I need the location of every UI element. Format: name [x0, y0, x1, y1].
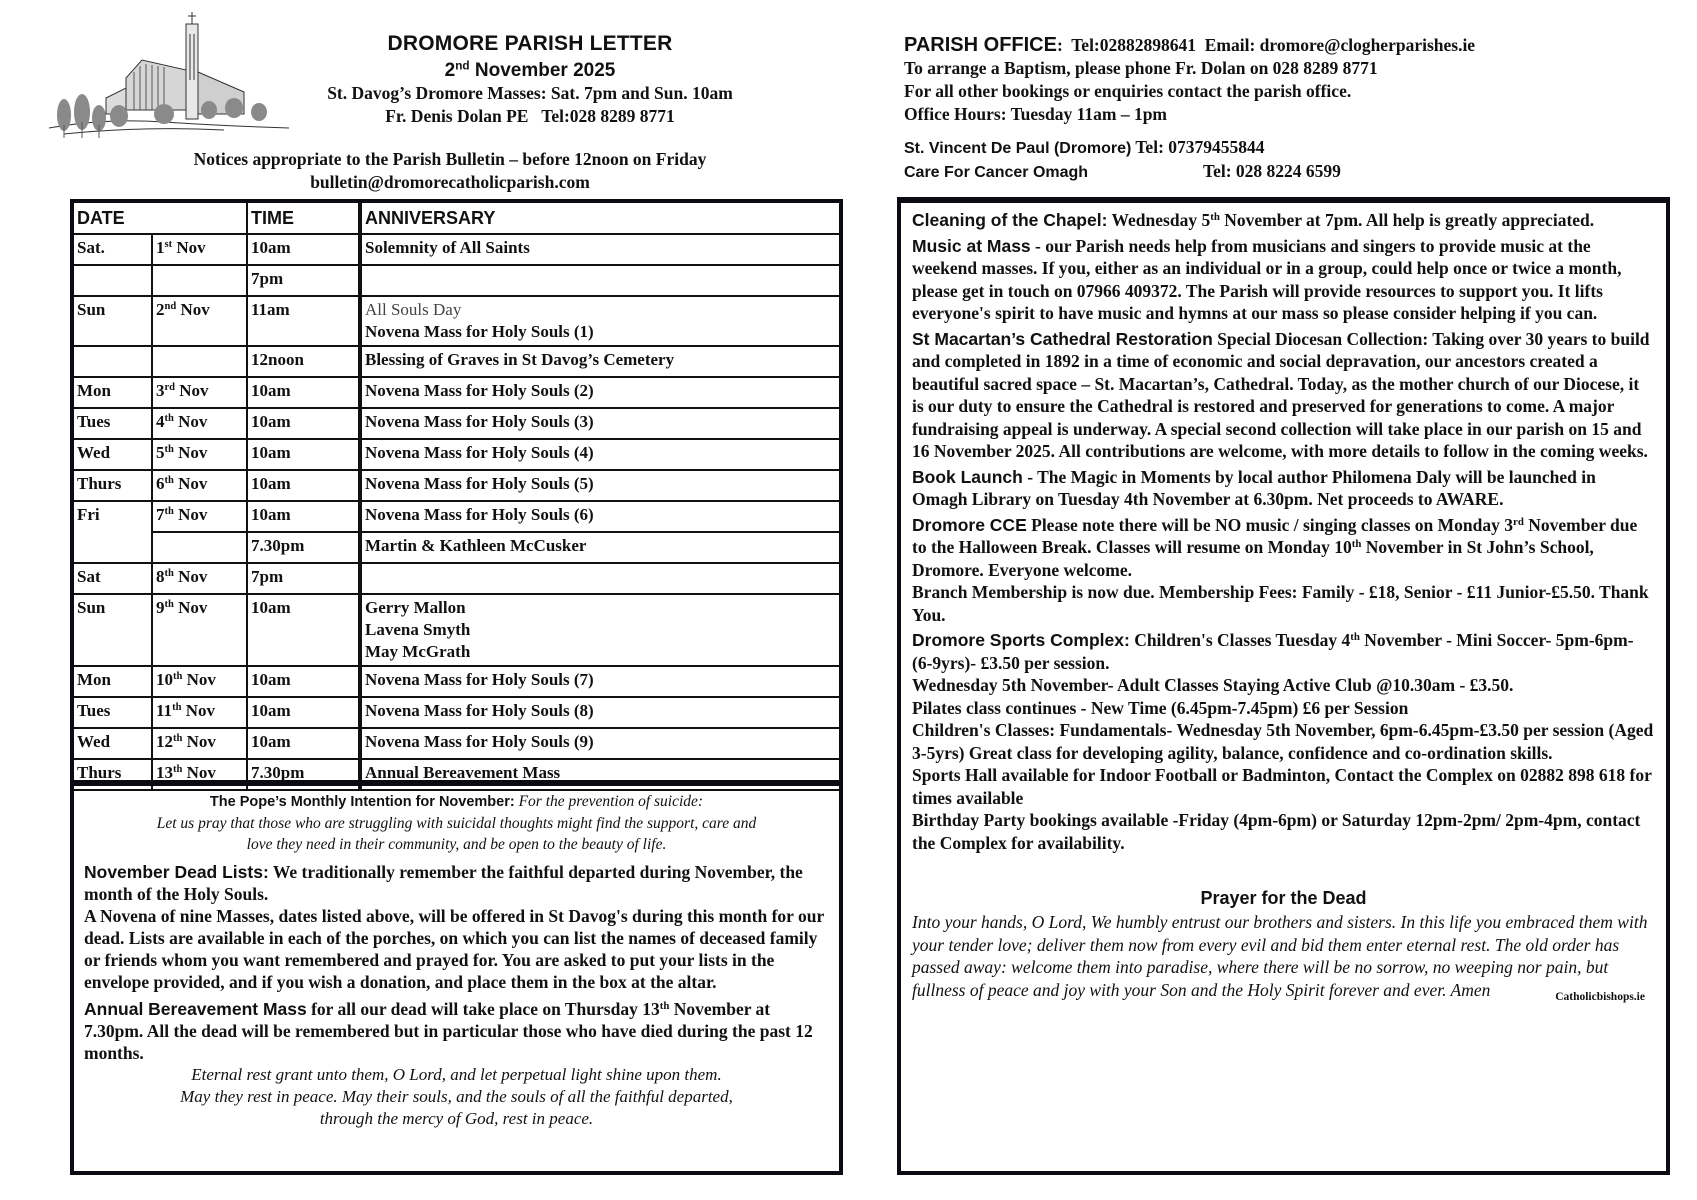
- date-number: 10: [156, 670, 173, 689]
- table-header-row: [74, 203, 839, 234]
- schedule-day: [74, 265, 152, 296]
- anniversary-line: Gerry Mallon: [365, 598, 466, 617]
- date-suffix: th: [164, 475, 174, 487]
- schedule-day: Sun: [74, 594, 152, 666]
- date-month: Nov: [173, 598, 208, 617]
- anniversary-line: Novena Mass for Holy Souls (6): [365, 505, 594, 524]
- anniversary-line: May McGrath: [365, 642, 471, 661]
- schedule-date: [152, 470, 247, 501]
- office-hours: Office Hours: Tuesday 11am – 1pm: [904, 104, 1168, 124]
- pope-prayer-line: Let us pray that those who are struggling with suicidal thoughts might find the support, care and: [156, 815, 757, 832]
- date-rest: November 2025: [469, 60, 616, 81]
- notices-deadline: [120, 148, 780, 194]
- pope-prayer-line: love they need in their community, and be open to the beauty of life.: [246, 836, 667, 853]
- schedule-date: [152, 501, 247, 532]
- date-suffix: th: [173, 764, 183, 776]
- date-month: Nov: [173, 567, 208, 586]
- schedule-anniversary: [360, 439, 839, 470]
- parish-office-info: [904, 34, 1684, 184]
- sports-line: Wednesday 5th November- Adult Classes Staying Active Club @10.30am - £3.50.: [912, 675, 1514, 695]
- schedule-anniversary: [360, 470, 839, 501]
- anniversary-line: Novena Mass for Holy Souls (3): [365, 412, 594, 431]
- date-suffix: nd: [164, 301, 177, 313]
- cce-sup: th: [1351, 538, 1362, 551]
- anniversary-line: Novena Mass for Holy Souls (9): [365, 732, 594, 751]
- sports-line: Sports Hall available for Indoor Football or Badminton, Contact the Complex on 02882 898 618 for times available: [912, 765, 1652, 808]
- date-number: 3: [156, 381, 165, 400]
- schedule-date: [152, 666, 247, 697]
- schedule-time: 10am: [247, 470, 360, 501]
- schedule-date: [152, 346, 247, 377]
- schedule-time: 12noon: [247, 346, 360, 377]
- dead-lists-text: We traditionally remember the faithful departed during November, the month of the Holy Souls.: [84, 862, 803, 904]
- date-month: Nov: [172, 238, 206, 257]
- mass-times: St. Davog’s Dromore Masses: Sat. 7pm and Sun. 10am: [327, 83, 733, 103]
- schedule-day: Mon: [74, 377, 152, 408]
- date-number: 1: [156, 238, 165, 257]
- date-number: 13: [156, 763, 173, 782]
- date-suffix: nd: [455, 59, 470, 73]
- schedule-anniversary: [360, 594, 839, 666]
- sports-text: Children's Classes Tuesday 4: [1129, 630, 1351, 650]
- schedule-date: [152, 408, 247, 439]
- notices-deadline-text: Notices appropriate to the Parish Bulletin – before 12noon on Friday: [193, 149, 707, 169]
- bereavement-text: November at 7.30pm. All the dead will be remembered but in particular those who have died during the past 12 months.: [84, 999, 813, 1063]
- cathedral-notice: [912, 328, 1655, 463]
- anniversary-line: Martin & Kathleen McCusker: [365, 536, 587, 555]
- schedule-date: [152, 234, 247, 265]
- schedule-time: 10am: [247, 439, 360, 470]
- bulletin-title: DROMORE PARISH LETTER: [387, 32, 673, 55]
- prayer-heading: Prayer for the Dead: [1200, 888, 1367, 908]
- sports-line: Pilates class continues - New Time (6.45pm-7.45pm) £6 per Session: [912, 697, 1409, 718]
- contact-name: Care For Cancer Omagh: [904, 164, 1089, 181]
- bulletin-email-link[interactable]: bulletin@dromorecatholicparish.com: [310, 172, 590, 192]
- cleaning-text: November at 7pm. All help is greatly appreciated.: [1219, 210, 1595, 230]
- date-month: Nov: [176, 300, 210, 319]
- schedule-row: [74, 666, 839, 697]
- date-number: 7: [156, 505, 165, 524]
- date-month: Nov: [182, 763, 216, 782]
- cce-notice: [912, 514, 1655, 582]
- schedule-date: [152, 728, 247, 759]
- anniversary-line: Novena Mass for Holy Souls (5): [365, 474, 594, 493]
- cleaning-text: Wednesday 5: [1107, 210, 1211, 230]
- schedule-row: [74, 408, 839, 439]
- schedule-date: [152, 377, 247, 408]
- schedule-row: [74, 470, 839, 501]
- date-number: 5: [156, 443, 165, 462]
- bereavement-text: for all our dead will take place on Thursday 13: [306, 999, 660, 1019]
- baptism-info: To arrange a Baptism, please phone Fr. Dolan on 028 8289 8771: [904, 58, 1378, 78]
- schedule-anniversary: [360, 377, 839, 408]
- music-heading: Music at Mass: [912, 235, 1031, 256]
- church-drawing-image: [44, 10, 294, 145]
- sports-heading: Dromore Sports Complex:: [912, 630, 1130, 650]
- date-month: Nov: [182, 732, 216, 751]
- date-day: 2: [444, 60, 456, 81]
- col-header-date: DATE: [74, 203, 247, 234]
- schedule-row: [74, 265, 839, 296]
- schedule-day: Tues: [74, 408, 152, 439]
- schedule-anniversary: [360, 296, 839, 346]
- anniversary-line: Novena Mass for Holy Souls (8): [365, 701, 594, 720]
- right-notices-box: [897, 197, 1670, 1175]
- pope-intention-heading: The Pope’s Monthly Intention for November:: [209, 794, 515, 810]
- cce-membership: Branch Membership is now due. Membership Fees: Family - £18, Senior - £11 Junior-£5.50. Thank You.: [912, 582, 1649, 625]
- schedule-anniversary: [360, 234, 839, 265]
- cce-text: Please note there will be NO music / singing classes on Monday 3: [1026, 514, 1514, 535]
- date-number: 8: [156, 567, 165, 586]
- schedule-day: Thurs: [74, 759, 152, 790]
- cleaning-notice: [912, 209, 1655, 232]
- date-month: Nov: [173, 505, 208, 524]
- schedule-row: [74, 594, 839, 666]
- schedule-anniversary: [360, 697, 839, 728]
- anniversary-line: Annual Bereavement Mass: [365, 763, 561, 782]
- date-number: 11: [156, 701, 173, 720]
- bereavement-sup: th: [659, 1000, 670, 1013]
- contact-svp: [904, 136, 1684, 160]
- schedule-time: 10am: [247, 501, 360, 532]
- date-number: 12: [156, 732, 173, 751]
- schedule-row: [74, 346, 839, 377]
- schedule-date: [152, 265, 247, 296]
- cce-text: November in St John’s School, Dromore. Everyone welcome.: [912, 537, 1594, 580]
- schedule-day: Sun: [74, 296, 152, 346]
- date-suffix: th: [173, 671, 183, 683]
- schedule-time: 10am: [247, 728, 360, 759]
- cce-text: November due to the Halloween Break. Classes will resume on Monday 10: [912, 514, 1638, 557]
- schedule-day: Sat: [74, 563, 152, 594]
- schedule-time: 7pm: [247, 265, 360, 296]
- prayer-credit: Catholicbishops.ie: [1555, 990, 1645, 1003]
- schedule-day: Tues: [74, 697, 152, 728]
- contact-care-for-cancer: [904, 160, 1684, 184]
- contact-name: St. Vincent De Paul (Dromore): [904, 140, 1132, 157]
- date-suffix: th: [164, 444, 174, 456]
- parish-office-heading: PARISH OFFICE: [904, 34, 1057, 56]
- schedule-date: [152, 563, 247, 594]
- schedule-day: Mon: [74, 666, 152, 697]
- bulletin-header: [270, 32, 790, 128]
- schedule-row: [74, 439, 839, 470]
- anniversary-line: Novena Mass for Holy Souls (1): [365, 322, 594, 341]
- date-month: Nov: [173, 443, 208, 462]
- anniversary-line: Novena Mass for Holy Souls (4): [365, 443, 594, 462]
- right-page: [848, 0, 1697, 1200]
- schedule-time: 10am: [247, 697, 360, 728]
- schedule-time: 10am: [247, 594, 360, 666]
- date-suffix: th: [164, 568, 174, 580]
- schedule-row: [74, 697, 839, 728]
- schedule-day: Wed: [74, 728, 152, 759]
- schedule-row: [74, 501, 839, 532]
- cce-sup: rd: [1513, 515, 1524, 528]
- contact-tel: Tel: 028 8224 6599: [1203, 161, 1341, 181]
- priest-contact: Fr. Denis Dolan PE Tel:028 8289 8771: [385, 106, 675, 126]
- schedule-row: [74, 728, 839, 759]
- schedule-time: 11am: [247, 296, 360, 346]
- schedule-date: [152, 439, 247, 470]
- date-number: 2: [156, 300, 165, 319]
- sports-text: November - Mini Soccer- 5pm-6pm- (6-9yrs)- £3.50 per session.: [912, 630, 1634, 673]
- schedule-date: [152, 532, 247, 563]
- date-month: Nov: [175, 381, 209, 400]
- schedule-date: [152, 296, 247, 346]
- col-header-anniversary: ANNIVERSARY: [360, 203, 839, 234]
- schedule-day: Wed: [74, 439, 152, 470]
- sports-line: Children's Classes: Fundamentals- Wednesday 5th November, 6pm-6.45pm-£3.50 per session (Aged 3-5yrs) Great class for developing agility, balance, confidence and co-ordination skills.: [912, 720, 1654, 763]
- schedule-date: [152, 594, 247, 666]
- date-month: Nov: [173, 474, 208, 493]
- dead-lists-notice: [84, 861, 829, 905]
- prayer-for-the-dead: [912, 911, 1655, 1001]
- date-month: Nov: [181, 701, 215, 720]
- date-suffix: th: [173, 733, 183, 745]
- date-number: 9: [156, 598, 165, 617]
- date-suffix: st: [164, 239, 173, 251]
- left-page: [0, 0, 848, 1200]
- cleaning-sup: th: [1210, 211, 1220, 224]
- eternal-rest-line: through the mercy of God, rest in peace.: [319, 1109, 594, 1128]
- schedule-anniversary: [360, 408, 839, 439]
- date-month: Nov: [182, 670, 216, 689]
- sports-sup: th: [1350, 631, 1360, 644]
- schedule-date: [152, 697, 247, 728]
- schedule-day: Thurs: [74, 470, 152, 501]
- anniversary-line: Novena Mass for Holy Souls (2): [365, 381, 594, 400]
- novena-text: A Novena of nine Masses, dates listed above, will be offered in St Davog's during this month for our dead. Lists are available in each of the porches, on which you can list the names of deceased family or friends whom you want remembered and prayed for. You are asked to put your lists in the envelope provided, and if you wish a donation, and place them in the box at the altar.: [84, 906, 824, 992]
- col-header-time: TIME: [247, 203, 360, 234]
- bereavement-notice: [84, 998, 829, 1064]
- pope-intention: [84, 791, 829, 855]
- book-launch-notice: [912, 466, 1655, 511]
- schedule-row: [74, 296, 839, 346]
- anniversary-line: All Souls Day: [365, 300, 462, 319]
- schedule-day: Sat.: [74, 234, 152, 265]
- cathedral-heading: St Macartan’s Cathedral Restoration: [912, 328, 1213, 349]
- date-month: Nov: [173, 412, 208, 431]
- contact-tel: Tel: 07379455844: [1131, 137, 1265, 157]
- prayer-text: Into your hands, O Lord, We humbly entrust our brothers and sisters. In this life you embraced them with your tender love; deliver them now from every evil and bid them enter eternal rest. The old order has passed away: welcome them into paradise, where there will be no sorrow, no weeping nor pain, but fullness of peace and joy with your Son and the Holy Spirit forever and ever. Amen: [912, 912, 1648, 1000]
- sports-notice: [912, 629, 1655, 674]
- dead-lists-heading: November Dead Lists:: [84, 862, 269, 882]
- schedule-time: 10am: [247, 666, 360, 697]
- music-notice: [912, 235, 1655, 325]
- anniversary-line: Solemnity of All Saints: [365, 238, 530, 257]
- date-number: 6: [156, 474, 165, 493]
- music-text: - our Parish needs help from musicians and singers to provide music at the weekend masses. If you, either as an individual or in a group, could help once or twice a month, please get in touch on 07966 409372. The Parish will provide resources to support you. It lifts everyone's spirit to have music and hymns at our mass so please consider helping if you can.: [912, 235, 1622, 323]
- cleaning-heading: Cleaning of the Chapel:: [912, 210, 1108, 230]
- schedule-row: [74, 377, 839, 408]
- bulletin-date: [270, 60, 790, 82]
- mass-schedule-table: [70, 199, 843, 791]
- schedule-time: 7pm: [247, 563, 360, 594]
- schedule-time: 10am: [247, 377, 360, 408]
- schedule-anniversary: [360, 666, 839, 697]
- schedule-anniversary: [360, 346, 839, 377]
- date-suffix: th: [164, 599, 174, 611]
- schedule-anniversary: [360, 265, 839, 296]
- schedule-time: 10am: [247, 408, 360, 439]
- date-number: 4: [156, 412, 165, 431]
- schedule-time: 10am: [247, 234, 360, 265]
- bereavement-heading: Annual Bereavement Mass: [84, 999, 307, 1019]
- eternal-rest-line: May they rest in peace. May their souls, and the souls of all the faithful departed,: [180, 1087, 733, 1106]
- cathedral-text: Special Diocesan Collection: Taking over 30 years to build and completed in 1892 in a time of economic and social depravation, our ancestors created a beautiful sacred space – St. Macartan’s, Cathedral. Today, as the mother church of our Diocese, it is our duty to ensure the Cathedral is restored and preserved for generations to come. A major fundraising appeal is underway. A special second collection will take place in our parish on 15 and 16 November 2025. All contributions are welcome, with more details to follow in the coming weeks.: [912, 328, 1650, 461]
- schedule-time: 7.30pm: [247, 532, 360, 563]
- anniversary-line: Blessing of Graves in St Davog’s Cemetery: [365, 350, 675, 369]
- schedule-row: [74, 234, 839, 265]
- eternal-rest-prayer: [84, 1064, 829, 1130]
- book-launch-text: - The Magic in Moments by local author Philomena Daly will be launched in Omagh Library on Tuesday 4th November at 6.30pm. Net proceeds to AWARE.: [912, 466, 1596, 509]
- parish-office-tel-email: : Tel:02882898641 Email: dromore@clogherparishes.ie: [1056, 35, 1476, 55]
- sports-details: [912, 674, 1655, 854]
- date-suffix: rd: [164, 382, 176, 394]
- left-notices-box: [70, 780, 843, 1175]
- schedule-anniversary: [360, 501, 839, 532]
- schedule-day: Fri: [74, 501, 152, 563]
- date-suffix: th: [164, 413, 174, 425]
- schedule-row: [74, 563, 839, 594]
- schedule-anniversary: [360, 532, 839, 563]
- schedule-anniversary: [360, 563, 839, 594]
- cce-heading: Dromore CCE: [912, 514, 1027, 535]
- book-launch-heading: Book Launch: [912, 466, 1023, 487]
- anniversary-line: Novena Mass for Holy Souls (7): [365, 670, 594, 689]
- eternal-rest-line: Eternal rest grant unto them, O Lord, and let perpetual light shine upon them.: [191, 1065, 722, 1084]
- schedule-anniversary: [360, 728, 839, 759]
- sports-line: Birthday Party bookings available -Friday (4pm-6pm) or Saturday 12pm-2pm/ 2pm-4pm, contact the Complex for availability.: [912, 810, 1641, 853]
- pope-intention-topic: For the prevention of suicide:: [514, 793, 704, 810]
- schedule-row: [74, 532, 839, 563]
- bookings-info: For all other bookings or enquiries contact the parish office.: [904, 81, 1352, 101]
- schedule-time: 7.30pm: [247, 759, 360, 790]
- schedule-day: [74, 346, 152, 377]
- date-suffix: th: [164, 506, 174, 518]
- date-suffix: th: [172, 702, 182, 714]
- anniversary-line: Lavena Smyth: [365, 620, 471, 639]
